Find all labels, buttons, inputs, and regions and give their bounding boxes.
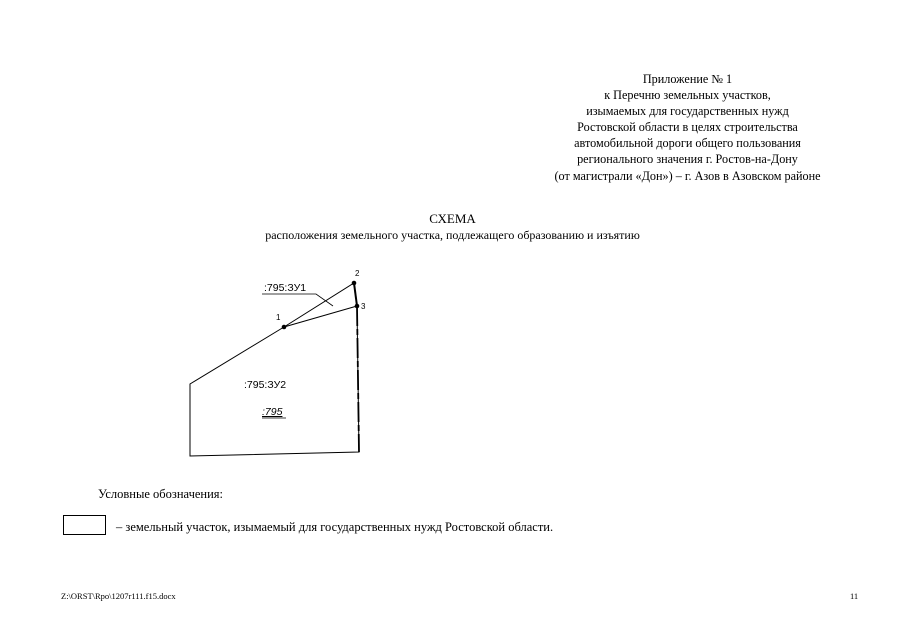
point-3-label: 3 — [361, 302, 366, 311]
zu1-edge-thick — [354, 283, 357, 306]
legend-swatch — [63, 515, 106, 535]
point-3-marker — [355, 304, 360, 309]
schema-title: СХЕМА — [429, 211, 476, 226]
zu2-label: :795:ЗУ2 — [244, 379, 287, 391]
appendix-line: (от магистрали «Дон») – г. Азов в Азовском районе — [554, 168, 821, 183]
appendix-line: Приложение № 1 — [642, 72, 733, 86]
point-1-marker — [282, 325, 287, 330]
zu1-leader — [262, 294, 333, 306]
point-2-label: 2 — [355, 269, 360, 278]
schema-subtitle: расположения земельного участка, подлежащего образованию и изъятию — [265, 228, 640, 242]
appendix-line: автомобильной дороги общего пользования — [574, 136, 801, 151]
footer-file-path: Z:\ORST\Rpo\1207r111.f15.docx — [61, 591, 176, 601]
appendix-line: изымаемых для государственных нужд — [586, 104, 789, 119]
legend-item-text: – земельный участок, изымаемый для государственных нужд Ростовской области. — [116, 520, 554, 534]
appendix-line: Ростовской области в целях строительства — [577, 120, 798, 135]
point-1-label: 1 — [276, 313, 281, 322]
legend-title: Условные обозначения: — [98, 487, 224, 501]
point-2-marker — [352, 281, 357, 286]
footer-page-number: 11 — [850, 591, 859, 601]
appendix-line: регионального значения г. Ростов-на-Дону — [577, 152, 798, 167]
appendix-line: к Перечню земельных участков, — [604, 88, 771, 103]
parcel-number-label: :795 — [262, 406, 283, 418]
zu1-label: :795:ЗУ1 — [264, 282, 307, 294]
